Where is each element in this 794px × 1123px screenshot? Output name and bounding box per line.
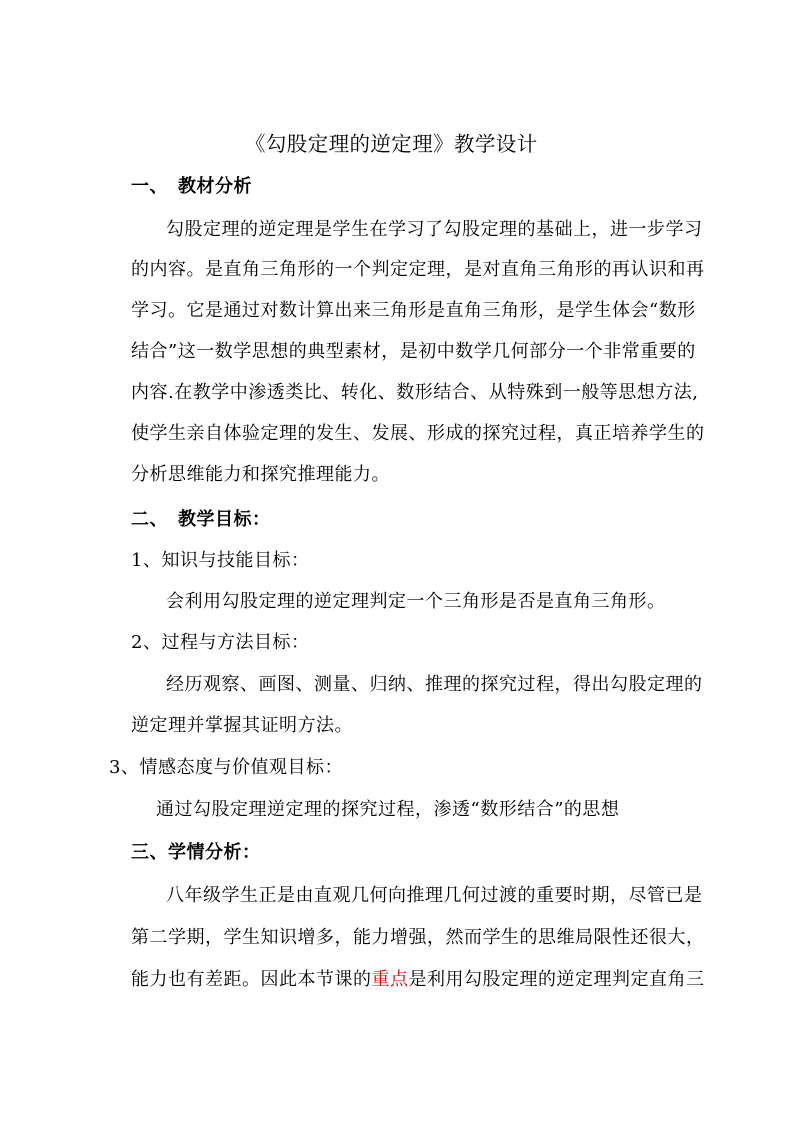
section-3-line: 八年级学生正是由直观几何向推理几何过渡的重要时期，尽管已是 (166, 885, 703, 906)
goal-3-line: 通过勾股定理逆定理的探究过程，渗透“数形结合”的思想 (156, 799, 620, 820)
goal-3-title: 3、情感态度与价值观目标： (109, 757, 343, 778)
goal-1-title: 1、知识与技能目标： (131, 550, 310, 571)
section-2-number: 二、 (131, 509, 168, 530)
section-1-number: 一、 (131, 176, 168, 197)
section-3-line (131, 968, 705, 992)
goal-2-title: 2、过程与方法目标： (131, 632, 310, 653)
section-1-line: 的内容。是直角三角形的一个判定定理，是对直角三角形的再认识和再 (131, 259, 705, 280)
section-1-heading: 教材分析 (178, 176, 252, 197)
section-1-line: 使学生亲自体验定理的发生、发展、形成的探究过程，真正培养学生的 (131, 423, 705, 444)
section-2-heading: 教学目标： (178, 509, 271, 530)
section-1-line: 内容.在教学中渗透类比、转化、数形结合、从特殊到一般等思想方法, (131, 382, 699, 403)
highlight-keyword: 重点 (371, 969, 409, 990)
section-3-heading: 三、学情分析： (131, 842, 261, 863)
document-title: 《勾股定理的逆定理》教学设计 (245, 132, 538, 156)
section-3-line: 第二学期，学生知识增多，能力增强，然而学生的思维局限性还很大， (131, 927, 705, 948)
goal-2-line: 逆定理并掌握其证明方法。 (131, 715, 353, 736)
goal-1-line: 会利用勾股定理的逆定理判定一个三角形是否是直角三角形。 (166, 591, 666, 612)
section-1-line: 学习。它是通过对数计算出来三角形是直角三角形，是学生体会“数形 (131, 300, 696, 321)
section-1-line: 分析思维能力和探究推理能力。 (131, 464, 390, 485)
section-1-line: 勾股定理的逆定理是学生在学习了勾股定理的基础上，进一步学习 (166, 219, 703, 240)
section-3-line-text: 是利用勾股定理的逆定理判定直角三 (408, 969, 705, 990)
section-3-line-text: 能力也有差距。因此本节课的 (131, 969, 372, 990)
section-1-line: 结合”这一数学思想的典型素材，是初中数学几何部分一个非常重要的 (131, 341, 696, 362)
goal-2-line: 经历观察、画图、测量、归纳、推理的探究过程，得出勾股定理的 (166, 674, 703, 695)
